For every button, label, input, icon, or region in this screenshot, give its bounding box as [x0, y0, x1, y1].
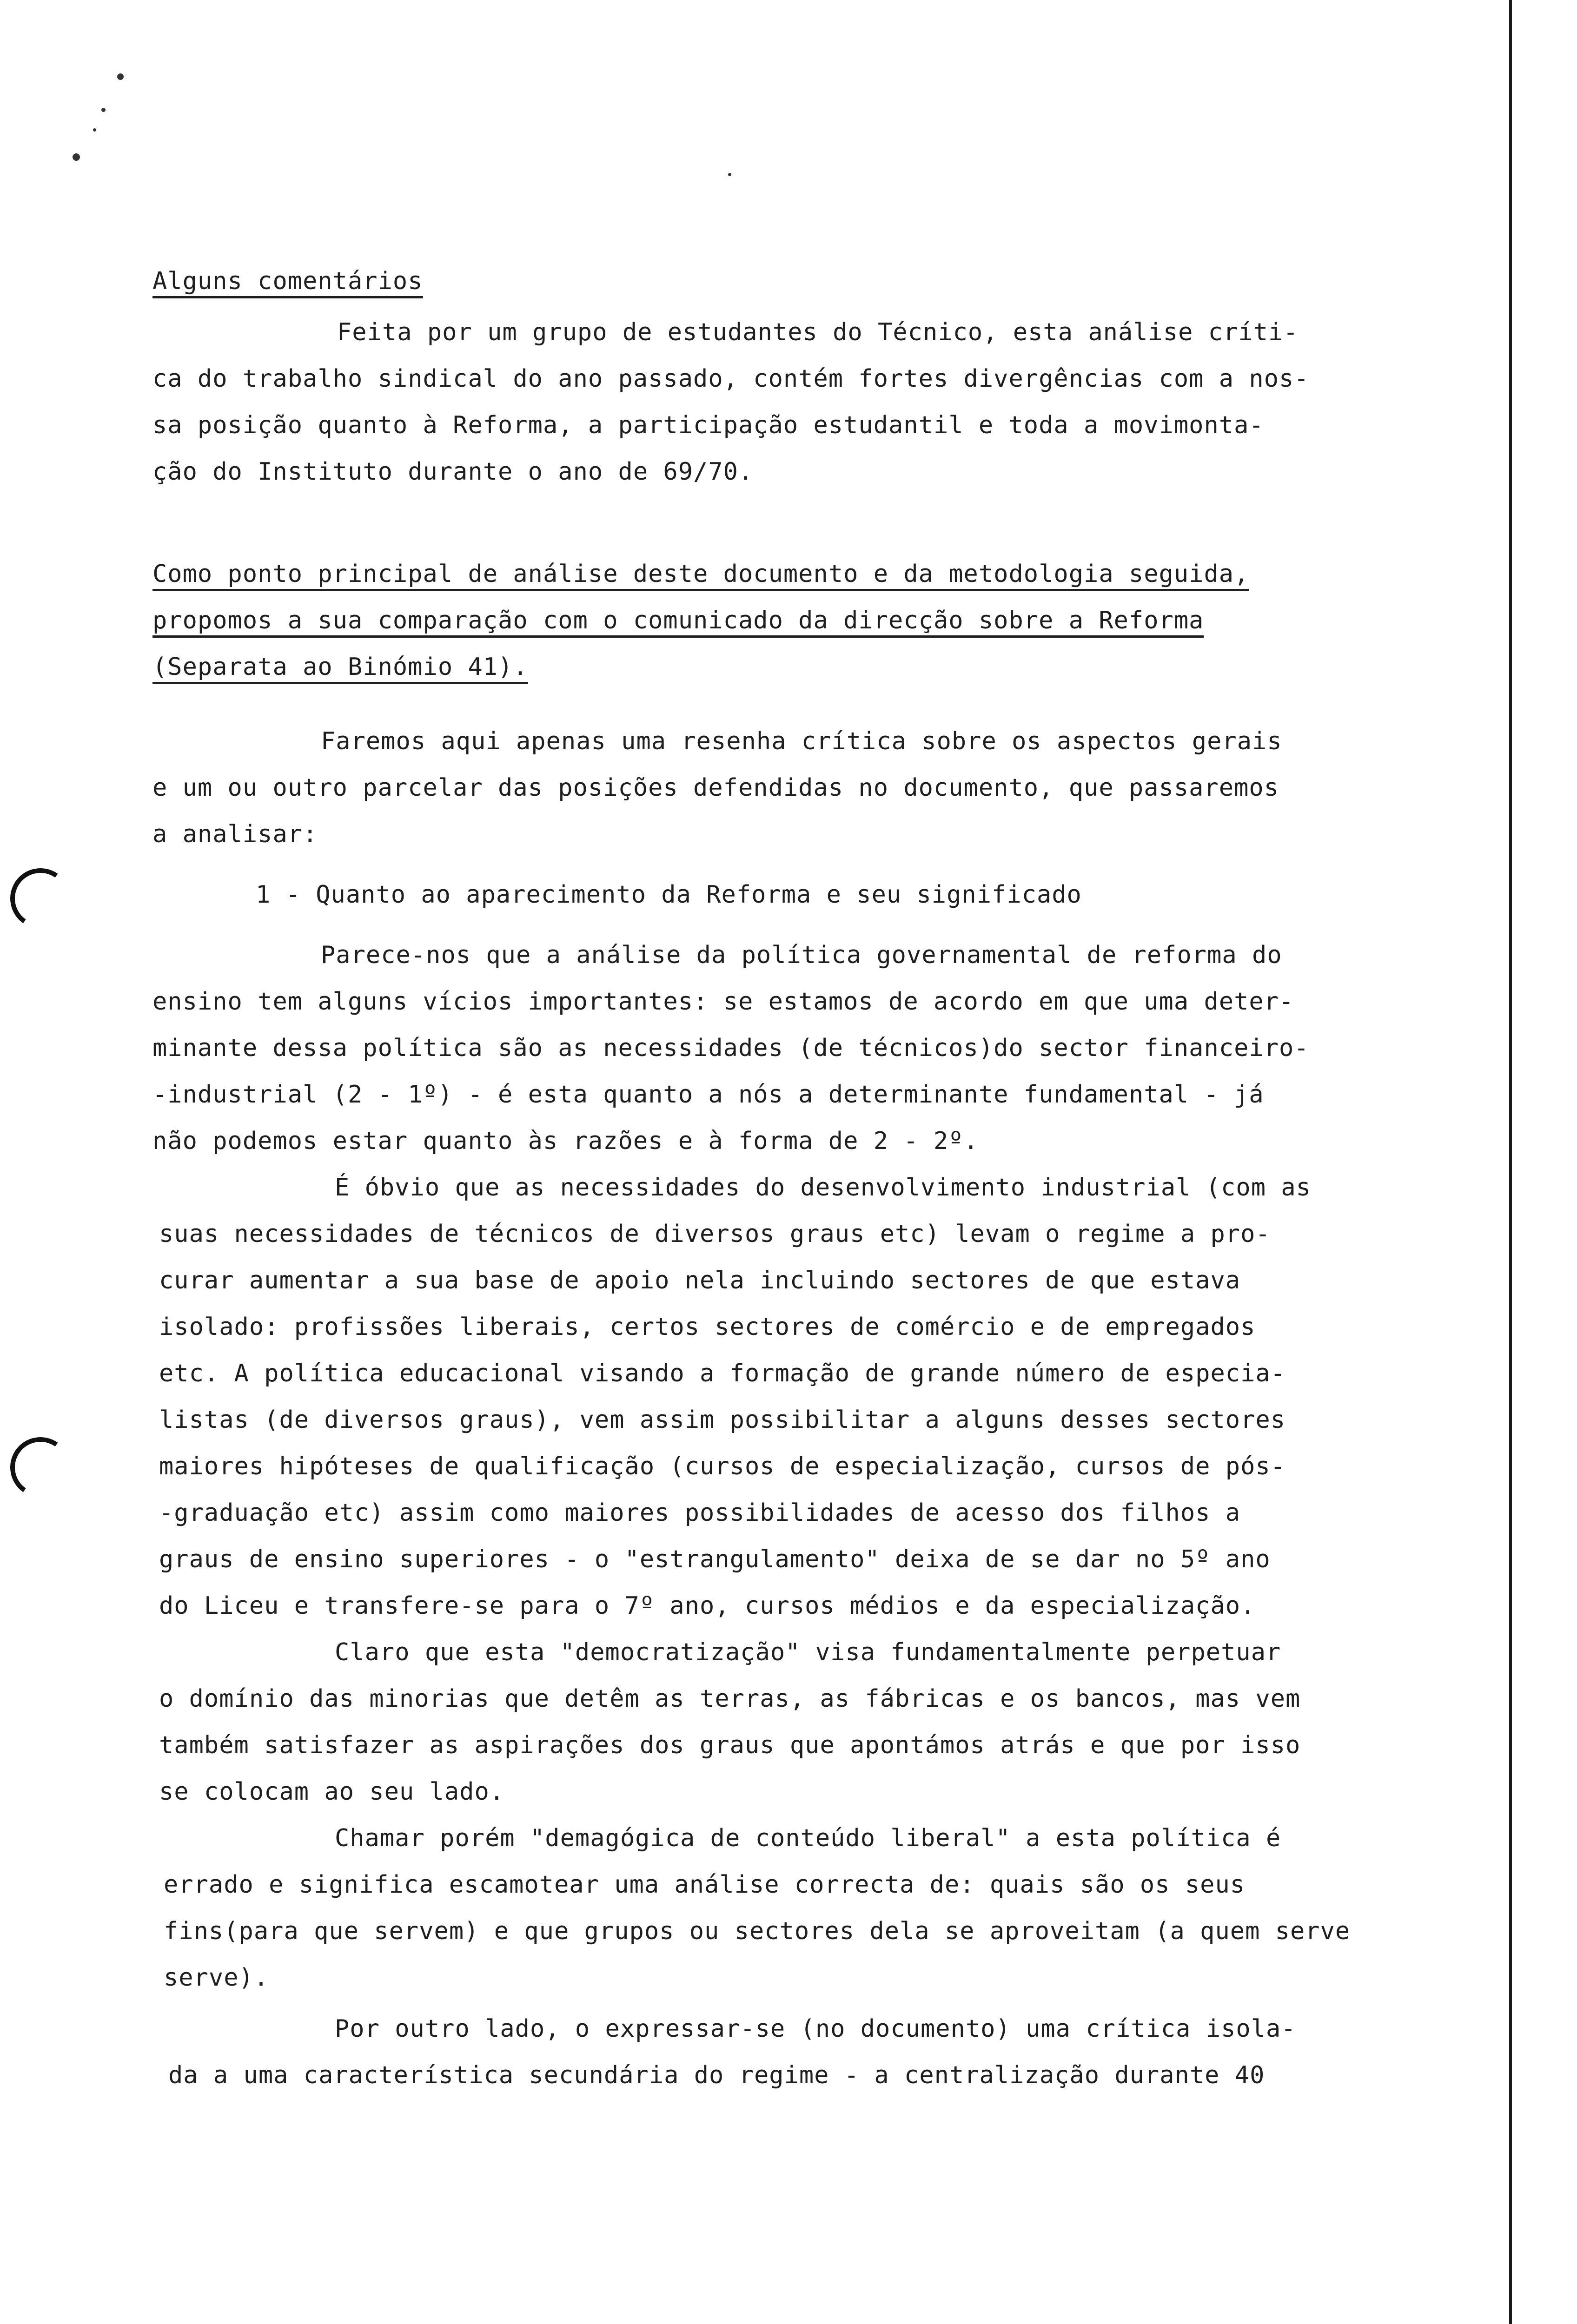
- scan-speck: [728, 173, 731, 176]
- scan-edge-line: [1509, 0, 1512, 2324]
- paragraph-line: suas necessidades de técnicos de diversos graus etc) levam o regime a pro-: [159, 1220, 1271, 1248]
- paragraph-line: não podemos estar quanto às razões e à forma de 2 - 2º.: [152, 1127, 979, 1155]
- paragraph-line: curar aumentar a sua base de apoio nela incluindo sectores de que estava: [159, 1267, 1241, 1294]
- paragraph-line: listas (de diversos graus), vem assim possibilitar a alguns desses sectores: [159, 1406, 1285, 1434]
- paragraph-line: Chamar porém "demagógica de conteúdo liberal" a esta política é: [335, 1824, 1281, 1852]
- paragraph-line: do Liceu e transfere-se para o 7º ano, cursos médios e da especialização.: [159, 1592, 1256, 1620]
- paragraph-line: ensino tem alguns vícios importantes: se estamos de acordo em que uma deter-: [152, 988, 1294, 1016]
- section-title: 1 - Quanto ao aparecimento da Reforma e seu significado: [256, 881, 1082, 909]
- proposal-line: Como ponto principal de análise deste documento e da metodologia seguida,: [152, 551, 1249, 597]
- scan-speck: [117, 73, 124, 80]
- paragraph-line: -graduação etc) assim como maiores possibilidades de acesso dos filhos a: [159, 1499, 1241, 1527]
- binder-hole-mark: [6, 1433, 76, 1503]
- heading: Alguns comentários: [152, 258, 423, 304]
- paragraph-line: errado e significa escamotear uma análise correcta de: quais são os seus: [164, 1871, 1246, 1899]
- paragraph-line: Faremos aqui apenas uma resenha crítica sobre os aspectos gerais: [321, 727, 1282, 755]
- paragraph-line: isolado: profissões liberais, certos sectores de comércio e de empregados: [159, 1313, 1256, 1341]
- paragraph-line: maiores hipóteses de qualificação (cursos de especialização, cursos de pós-: [159, 1452, 1285, 1480]
- intro-line: sa posição quanto à Reforma, a participação estudantil e toda a movimonta-: [152, 411, 1264, 439]
- paragraph-line: da a uma característica secundária do regime - a centralização durante 40: [168, 2061, 1265, 2089]
- paragraph-line: o domínio das minorias que detêm as terras, as fábricas e os bancos, mas vem: [159, 1685, 1301, 1713]
- paragraph-line: fins(para que servem) e que grupos ou sectores dela se aproveitam (a quem serve: [164, 1917, 1351, 1945]
- intro-line: ção do Instituto durante o ano de 69/70.: [152, 458, 754, 486]
- paragraph-line: se colocam ao seu lado.: [159, 1778, 505, 1806]
- paragraph-line: serve).: [164, 1964, 269, 1992]
- intro-line: Feita por um grupo de estudantes do Técnico, esta análise críti-: [337, 318, 1299, 346]
- binder-hole-mark: [6, 864, 76, 934]
- paragraph-line: também satisfazer as aspirações dos graus que apontámos atrás e que por isso: [159, 1731, 1301, 1759]
- scan-speck: [93, 128, 96, 132]
- paragraph-line: Por outro lado, o expressar-se (no documento) uma crítica isola-: [335, 2015, 1296, 2043]
- paragraph-line: Parece-nos que a análise da política governamental de reforma do: [321, 941, 1282, 969]
- paragraph-line: graus de ensino superiores - o "estrangulamento" deixa de se dar no 5º ano: [159, 1545, 1271, 1573]
- scan-speck: [73, 153, 80, 161]
- paragraph-line: etc. A política educacional visando a formação de grande número de especia-: [159, 1360, 1285, 1387]
- paragraph-line: É óbvio que as necessidades do desenvolvimento industrial (com as: [335, 1174, 1311, 1202]
- paragraph-line: e um ou outro parcelar das posições defendidas no documento, que passaremos: [152, 774, 1279, 802]
- intro-line: ca do trabalho sindical do ano passado, contém fortes divergências com a nos-: [152, 365, 1309, 393]
- paragraph-line: minante dessa política são as necessidades (de técnicos)do sector financeiro-: [152, 1034, 1309, 1062]
- paragraph-line: -industrial (2 - 1º) - é esta quanto a nós a determinante fundamental - já: [152, 1081, 1264, 1109]
- proposal-line: propomos a sua comparação com o comunicado da direcção sobre a Reforma: [152, 597, 1204, 644]
- proposal-line: (Separata ao Binómio 41).: [152, 644, 528, 690]
- paragraph-line: Claro que esta "democratização" visa fundamentalmente perpetuar: [335, 1638, 1281, 1666]
- paragraph-line: a analisar:: [152, 820, 318, 848]
- scan-speck: [101, 108, 106, 112]
